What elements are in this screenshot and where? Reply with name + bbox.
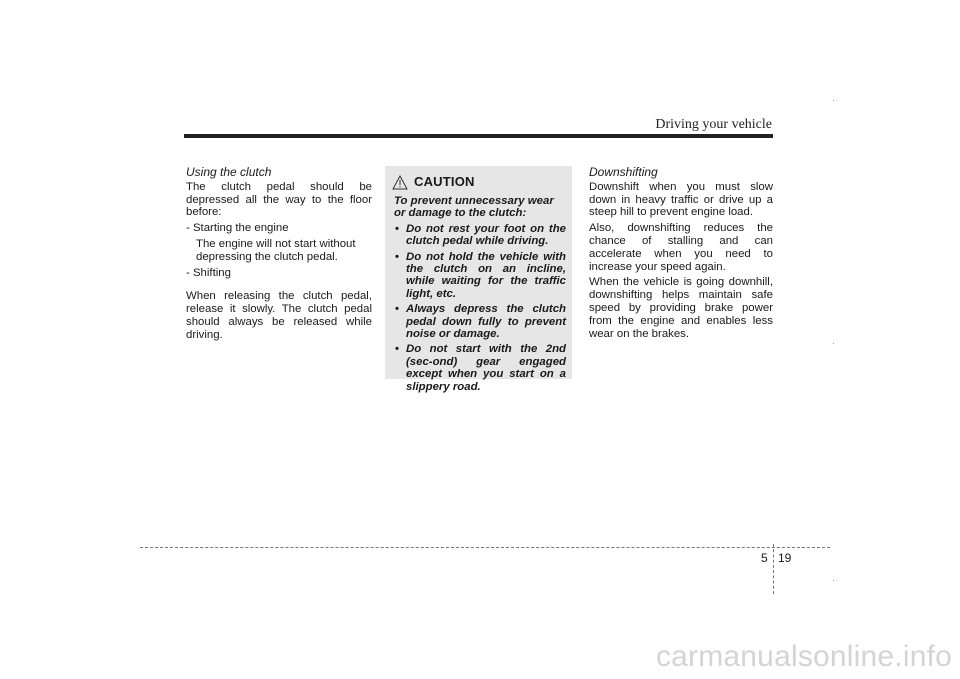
caution-item: • Always depress the clutch pedal down fully to prevent noise or damage.	[394, 303, 566, 340]
downshifting-section	[589, 166, 773, 343]
caution-item: • Do not hold the vehicle with the clutch on an incline, while waiting for the traffic light, etc.	[394, 251, 566, 301]
caution-item: • Do not start with the 2nd (sec-ond) gear engaged except when you start on a slippery road.	[394, 343, 566, 393]
clutch-heading: Using the clutch	[186, 165, 272, 179]
clutch-release-text: When releasing the clutch pedal, release it slowly. The clutch pedal should always be released while driving.	[186, 290, 372, 341]
caution-item: • Do not rest your foot on the clutch pedal while driving.	[394, 223, 566, 248]
downshifting-paragraph: Also, downshifting reduces the chance of stalling and can accelerate when you need to increase your speed again.	[589, 222, 773, 273]
crop-mark	[833, 100, 834, 101]
crop-mark	[833, 580, 834, 581]
caution-list	[394, 223, 566, 393]
warning-triangle-icon	[392, 175, 408, 190]
caution-title: CAUTION	[414, 173, 475, 189]
watermark: carmanualsonline.info	[655, 640, 952, 673]
running-header: Driving your vehicle	[655, 117, 772, 132]
clutch-item-starting: - Starting the engine	[186, 222, 289, 235]
page-number: 19	[778, 551, 792, 565]
page-number-divider	[773, 544, 774, 594]
crop-mark	[833, 343, 834, 344]
clutch-item-shifting: - Shifting	[186, 266, 231, 279]
footer-rule	[140, 547, 830, 548]
clutch-intro: The clutch pedal should be depressed all the way to the floor before:	[186, 180, 372, 219]
downshifting-paragraph: Downshift when you must slow down in heavy traffic or drive up a steep hill to prevent engine load.	[589, 180, 773, 219]
header-rule	[184, 134, 773, 138]
caution-box	[385, 166, 572, 393]
downshifting-paragraph: When the vehicle is going downhill, downshifting helps maintain safe speed by providing brake power from the engine and enables less wear on the brakes.	[589, 276, 773, 340]
caution-header	[392, 172, 566, 192]
clutch-section	[186, 166, 372, 345]
caution-intro: To prevent unnecessary wear or damage to the clutch:	[394, 195, 554, 220]
section-number: 5	[761, 551, 768, 565]
downshifting-heading: Downshifting	[589, 165, 658, 179]
clutch-item-starting-detail: The engine will not start without depressing the clutch pedal.	[196, 237, 356, 263]
